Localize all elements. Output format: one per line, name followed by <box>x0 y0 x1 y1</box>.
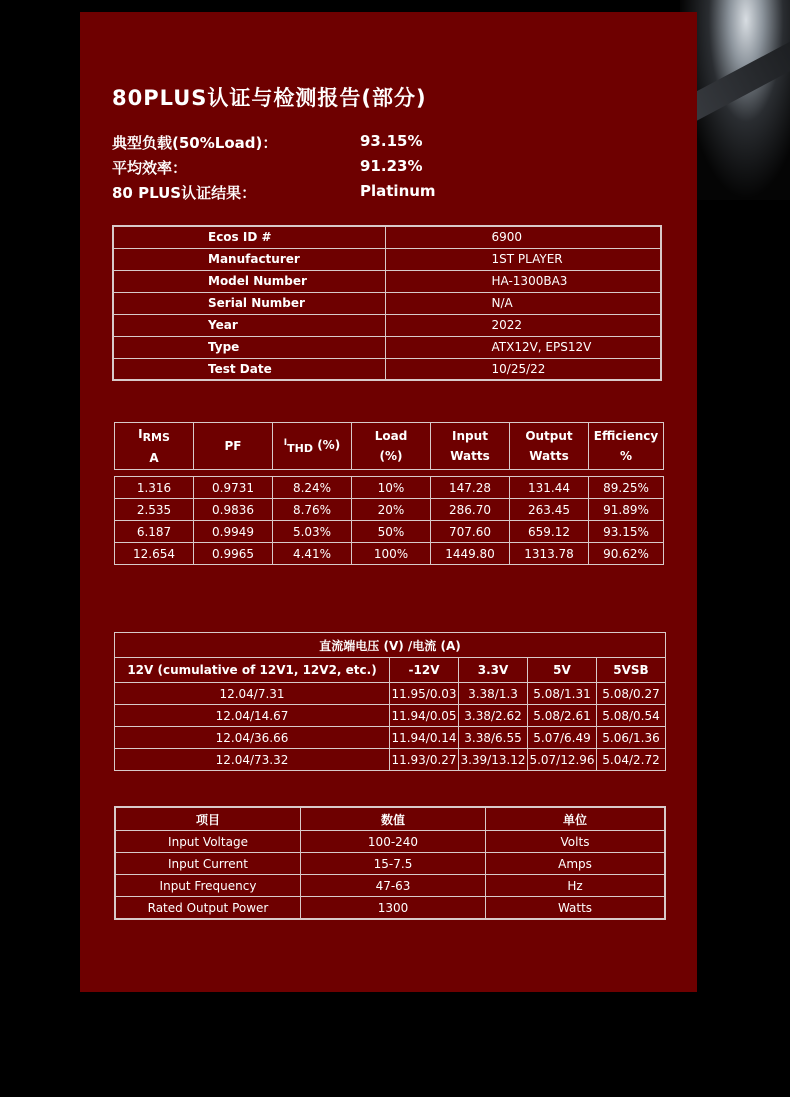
header-12v: 12V (cumulative of 12V1, 12V2, etc.) <box>115 658 390 683</box>
cell: 100-240 <box>301 831 486 853</box>
cell: 10% <box>352 477 431 499</box>
table-row <box>113 292 661 314</box>
cell: 0.9965 <box>194 543 273 565</box>
cell: 12.04/7.31 <box>115 683 390 705</box>
header-load-unit: (%) <box>379 449 403 463</box>
cell: 15-7.5 <box>301 853 486 875</box>
cell: 5.08/1.31 <box>528 683 597 705</box>
summary-row <box>112 182 532 207</box>
spacer-row <box>115 470 664 477</box>
cell: 12.04/36.66 <box>115 727 390 749</box>
info-value: HA-1300BA3 <box>385 270 661 292</box>
header-irms-main: I <box>138 427 143 441</box>
rating-spec-table <box>114 806 666 920</box>
header-ithd <box>273 423 352 470</box>
cell: 11.94/0.05 <box>390 705 459 727</box>
summary-row <box>112 132 532 157</box>
cell: 20% <box>352 499 431 521</box>
cell: 5.06/1.36 <box>597 727 666 749</box>
header-efficiency <box>589 423 664 470</box>
info-key: Manufacturer <box>113 248 385 270</box>
report-card <box>80 12 697 992</box>
cell: 147.28 <box>431 477 510 499</box>
header-efficiency-label: Efficiency <box>593 429 659 443</box>
cell: 90.62% <box>589 543 664 565</box>
dc-table-title: 直流端电压 (V) /电流 (A) <box>115 633 666 658</box>
cell: 47-63 <box>301 875 486 897</box>
dc-output-table <box>114 632 666 771</box>
summary-block <box>112 132 532 207</box>
cell: 5.08/0.27 <box>597 683 666 705</box>
table-row <box>113 248 661 270</box>
cell: 11.95/0.03 <box>390 683 459 705</box>
info-value: N/A <box>385 292 661 314</box>
summary-value: 93.15% <box>360 132 423 150</box>
header-pf: PF <box>194 423 273 470</box>
cell: Input Current <box>115 853 301 875</box>
summary-row <box>112 157 532 182</box>
table-row <box>113 270 661 292</box>
cell: 12.654 <box>115 543 194 565</box>
cell: 1300 <box>301 897 486 920</box>
header-ithd-unit: (%) <box>317 438 341 452</box>
table-row <box>115 705 666 727</box>
header-input-label: Input <box>452 429 488 443</box>
table-row <box>115 749 666 771</box>
table-header-row <box>115 658 666 683</box>
header-irms <box>115 423 194 470</box>
table-row <box>113 358 661 380</box>
cell: 131.44 <box>510 477 589 499</box>
table-row <box>113 336 661 358</box>
cell: 8.24% <box>273 477 352 499</box>
cell: 93.15% <box>589 521 664 543</box>
info-value: 1ST PLAYER <box>385 248 661 270</box>
cell: 707.60 <box>431 521 510 543</box>
cell: 3.39/13.12 <box>459 749 528 771</box>
table-header-row <box>115 423 664 470</box>
table-row <box>115 543 664 565</box>
cell: 2.535 <box>115 499 194 521</box>
table-header-row <box>115 807 665 831</box>
info-key: Year <box>113 314 385 336</box>
table-title-row <box>115 633 666 658</box>
summary-label: 平均效率： <box>112 159 188 177</box>
cell: 6.187 <box>115 521 194 543</box>
header-output-label: Output <box>525 429 573 443</box>
cell: 5.08/2.61 <box>528 705 597 727</box>
table-row <box>115 477 664 499</box>
cell: 12.04/14.67 <box>115 705 390 727</box>
cell: 0.9731 <box>194 477 273 499</box>
cell: 1449.80 <box>431 543 510 565</box>
cell: 3.38/1.3 <box>459 683 528 705</box>
header-3v3: 3.3V <box>459 658 528 683</box>
cell: 11.94/0.14 <box>390 727 459 749</box>
cell: Amps <box>486 853 666 875</box>
table-row <box>115 897 665 920</box>
header-5v: 5V <box>528 658 597 683</box>
cell: 5.04/2.72 <box>597 749 666 771</box>
info-value: 6900 <box>385 226 661 248</box>
cell: 5.07/12.96 <box>528 749 597 771</box>
cell: 1.316 <box>115 477 194 499</box>
table-row <box>115 853 665 875</box>
cell: Watts <box>486 897 666 920</box>
header-efficiency-unit: % <box>619 449 633 463</box>
info-value: 10/25/22 <box>385 358 661 380</box>
info-value: ATX12V, EPS12V <box>385 336 661 358</box>
header-item: 项目 <box>115 807 301 831</box>
cell: 5.03% <box>273 521 352 543</box>
header-neg12v: -12V <box>390 658 459 683</box>
info-key: Ecos ID # <box>113 226 385 248</box>
cell: 3.38/6.55 <box>459 727 528 749</box>
cell: 5.07/6.49 <box>528 727 597 749</box>
header-value: 数值 <box>301 807 486 831</box>
cell: Input Voltage <box>115 831 301 853</box>
summary-label: 80 PLUS认证结果： <box>112 184 257 202</box>
header-input <box>431 423 510 470</box>
info-key: Serial Number <box>113 292 385 314</box>
table-row <box>115 727 666 749</box>
info-value: 2022 <box>385 314 661 336</box>
cell: 8.76% <box>273 499 352 521</box>
cell: Input Frequency <box>115 875 301 897</box>
cell: 263.45 <box>510 499 589 521</box>
cell: 12.04/73.32 <box>115 749 390 771</box>
table-row <box>113 226 661 248</box>
cell: Rated Output Power <box>115 897 301 920</box>
table-row <box>115 521 664 543</box>
header-irms-unit: A <box>149 451 159 465</box>
header-output-unit: Watts <box>529 449 569 463</box>
cell: 0.9836 <box>194 499 273 521</box>
table-row <box>115 683 666 705</box>
header-5vsb: 5VSB <box>597 658 666 683</box>
cell: 0.9949 <box>194 521 273 543</box>
summary-value: Platinum <box>360 182 436 200</box>
cell: 91.89% <box>589 499 664 521</box>
header-unit: 单位 <box>486 807 666 831</box>
report-title: 80PLUS认证与检测报告(部分) <box>112 86 427 110</box>
cell: 286.70 <box>431 499 510 521</box>
efficiency-table <box>114 422 664 565</box>
header-output <box>510 423 589 470</box>
cell: 89.25% <box>589 477 664 499</box>
summary-label: 典型负载(50%Load)： <box>112 134 278 152</box>
header-ithd-sub: THD <box>287 442 313 455</box>
table-row <box>115 831 665 853</box>
cell: 5.08/0.54 <box>597 705 666 727</box>
info-key: Type <box>113 336 385 358</box>
cell: 50% <box>352 521 431 543</box>
cell: 4.41% <box>273 543 352 565</box>
table-row <box>115 499 664 521</box>
header-load <box>352 423 431 470</box>
info-key: Model Number <box>113 270 385 292</box>
header-irms-sub: RMS <box>142 431 170 444</box>
info-key: Test Date <box>113 358 385 380</box>
cell: 11.93/0.27 <box>390 749 459 771</box>
product-info-table <box>112 225 662 381</box>
cell: Hz <box>486 875 666 897</box>
cell: 1313.78 <box>510 543 589 565</box>
cell: 659.12 <box>510 521 589 543</box>
cell: 3.38/2.62 <box>459 705 528 727</box>
summary-value: 91.23% <box>360 157 423 175</box>
cell: 100% <box>352 543 431 565</box>
header-ithd-main: I <box>283 438 288 448</box>
header-input-unit: Watts <box>450 449 490 463</box>
table-row <box>113 314 661 336</box>
header-load-label: Load <box>374 429 408 443</box>
cell: Volts <box>486 831 666 853</box>
spacer-cell <box>115 470 664 477</box>
table-row <box>115 875 665 897</box>
